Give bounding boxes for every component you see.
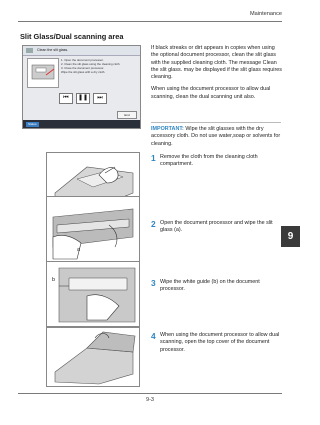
step-number: 2 (151, 219, 156, 229)
important-note (151, 126, 283, 148)
important-rule (151, 122, 281, 123)
step-text: Remove the cloth from the cleaning cloth compartment. (160, 154, 258, 168)
step-2 (151, 220, 283, 235)
intro-paragraph-1: If black streaks or dirt appears in copies when using the optional document processor, clean the slit glass with the supplied cleaning cloth. The message Clean the slit glass. may be displayed if the slit glass requires cleaning. (151, 45, 282, 81)
step-3 (151, 279, 283, 294)
step-text: Open the document processor and wipe the slit glass (a). (160, 220, 273, 234)
panel-line: 2. Clean the slit glass using the cleaning cloth. (61, 62, 121, 66)
prev-icon[interactable]: ⏮ (59, 93, 73, 104)
panel-screenshot (22, 45, 141, 129)
panel-status-icon (26, 48, 33, 53)
pause-icon[interactable]: ❚❚ (76, 93, 90, 104)
panel-title: Clean the slit glass. (37, 47, 69, 52)
important-text: Wipe the slit glasses with the dry accessory cloth. Do not use water,soap or solvents for cleaning. (151, 126, 281, 147)
next-icon[interactable]: ⏭ (93, 93, 107, 104)
step-4 (151, 332, 283, 354)
section-title: Slit Glass/Dual scanning area (20, 32, 124, 41)
callout-b: b (52, 277, 55, 283)
panel-controls (59, 93, 107, 104)
panel-illustration (27, 58, 59, 88)
panel-line: Wipe the slit glass with a dry cloth. (61, 70, 106, 74)
panel-line: 1. Open the document processor. (61, 58, 104, 62)
illustration-4 (46, 327, 140, 387)
panel-end-button[interactable]: End (117, 111, 137, 119)
panel-status-bar (23, 120, 140, 128)
step-number: 3 (151, 278, 156, 288)
chapter-tab: 9 (281, 226, 300, 247)
running-header: Maintenance (249, 11, 282, 17)
panel-status-label[interactable]: Status (28, 121, 37, 126)
page-number: 9-3 (145, 397, 155, 403)
step-1 (151, 154, 283, 169)
panel-title-bar (23, 46, 140, 56)
callout-a: a (77, 247, 80, 253)
step-number: 1 (151, 153, 156, 163)
intro-text (151, 45, 283, 101)
important-label: IMPORTANT: (151, 126, 184, 132)
footer-rule (18, 393, 282, 394)
step-text: Wipe the white guide (b) on the document processor. (160, 279, 260, 293)
step-text: When using the document processor to allow dual scanning, open the top cover of the document processor. (160, 332, 280, 353)
illustration-2 (46, 196, 140, 262)
illustration-3 (46, 261, 140, 327)
intro-paragraph-2: When using the document processor to allow dual scanning, clean the dual scanning unit also. (151, 86, 271, 100)
panel-instructions (61, 58, 137, 74)
header-rule (18, 21, 282, 22)
step-number: 4 (151, 331, 156, 341)
panel-line: 3. Close the document processor. (61, 66, 105, 70)
